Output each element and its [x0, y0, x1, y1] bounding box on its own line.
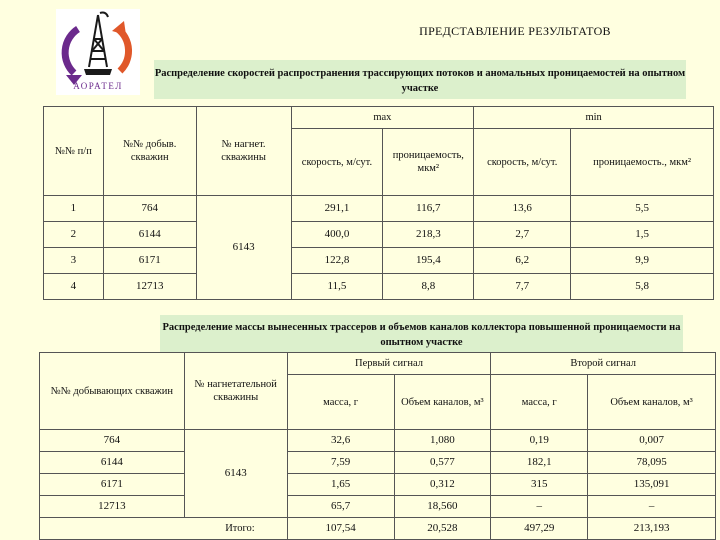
table-row — [44, 222, 714, 248]
vol1: 1,080 — [394, 430, 491, 452]
prod-well: 6171 — [40, 474, 185, 496]
mass1: 65,7 — [287, 496, 394, 518]
mass2: 0,19 — [491, 430, 588, 452]
table-row — [40, 430, 716, 452]
section2-heading: Распределение массы вынесенных трассеров и объемов каналов коллектора повышенной проницаемости на опытном участке — [160, 315, 683, 354]
col-header-vol2: Объем каналов, м³ — [588, 375, 716, 430]
inj-well: 6143 — [184, 430, 287, 518]
speed-max: 122,8 — [291, 248, 383, 274]
col-header-prod-wells: №№ добывающих скважин — [40, 353, 185, 430]
row-number: 2 — [44, 222, 104, 248]
perm-max: 116,7 — [383, 196, 474, 222]
company-logo — [56, 9, 140, 95]
mass1: 7,59 — [287, 452, 394, 474]
prod-well: 12713 — [40, 496, 185, 518]
vol2: 0,007 — [588, 430, 716, 452]
perm-max: 218,3 — [383, 222, 474, 248]
col-header-mass2: масса, г — [491, 375, 588, 430]
perm-max: 8,8 — [383, 274, 474, 300]
speed-permeability-table — [43, 106, 714, 300]
min-header: min — [474, 107, 714, 129]
col-header-speed-max: скорость, м/сут. — [291, 129, 383, 196]
total-vol2: 213,193 — [588, 518, 716, 540]
vol2: 135,091 — [588, 474, 716, 496]
perm-max: 195,4 — [383, 248, 474, 274]
inj-well: 6143 — [196, 196, 291, 300]
total-vol1: 20,528 — [394, 518, 491, 540]
perm-min: 1,5 — [571, 222, 714, 248]
tracer-mass-table — [39, 352, 716, 540]
table-row — [44, 274, 714, 300]
mass2: – — [491, 496, 588, 518]
col-header-prod-well: №№ добыв. скважин — [103, 107, 196, 196]
prod-well: 6144 — [103, 222, 196, 248]
table-row — [40, 452, 716, 474]
col-header-inj-well: № нагнетательной скважины — [184, 353, 287, 430]
mass1: 32,6 — [287, 430, 394, 452]
perm-min: 5,5 — [571, 196, 714, 222]
prod-well: 764 — [40, 430, 185, 452]
table-row — [40, 474, 716, 496]
col-header-inj-well: № нагнет. скважины — [196, 107, 291, 196]
prod-well: 6144 — [40, 452, 185, 474]
max-header: max — [291, 107, 474, 129]
mass1: 1,65 — [287, 474, 394, 496]
row-number: 1 — [44, 196, 104, 222]
first-signal-header: Первый сигнал — [287, 353, 491, 375]
col-header-perm-max: проницаемость, мкм² — [383, 129, 474, 196]
vol1: 0,312 — [394, 474, 491, 496]
speed-max: 400,0 — [291, 222, 383, 248]
speed-max: 291,1 — [291, 196, 383, 222]
page-title: ПРЕДСТАВЛЕНИЕ РЕЗУЛЬТАТОВ — [419, 24, 611, 38]
logo-text: АОРАТЕЛ — [73, 81, 123, 91]
speed-min: 2,7 — [474, 222, 571, 248]
perm-min: 5,8 — [571, 274, 714, 300]
mass2: 182,1 — [491, 452, 588, 474]
speed-min: 13,6 — [474, 196, 571, 222]
prod-well: 764 — [103, 196, 196, 222]
speed-min: 6,2 — [474, 248, 571, 274]
row-number: 3 — [44, 248, 104, 274]
total-mass1: 107,54 — [287, 518, 394, 540]
total-label: Итого: — [40, 518, 288, 540]
total-mass2: 497,29 — [491, 518, 588, 540]
col-header-perm-min: проницаемость., мкм² — [571, 129, 714, 196]
col-header-mass1: масса, г — [287, 375, 394, 430]
prod-well: 12713 — [103, 274, 196, 300]
mass2: 315 — [491, 474, 588, 496]
prod-well: 6171 — [103, 248, 196, 274]
speed-max: 11,5 — [291, 274, 383, 300]
col-header-speed-min: скорость, м/сут. — [474, 129, 571, 196]
section1-heading: Распределение скоростей распространения трассирующих потоков и аномальных проницаемостей на опытном участке — [154, 60, 686, 99]
vol1: 0,577 — [394, 452, 491, 474]
table-row — [44, 248, 714, 274]
table-row — [40, 496, 716, 518]
total-row — [40, 518, 716, 540]
table-row — [44, 196, 714, 222]
vol2: 78,095 — [588, 452, 716, 474]
vol2: – — [588, 496, 716, 518]
vol1: 18,560 — [394, 496, 491, 518]
col-header-pp: №№ п/п — [44, 107, 104, 196]
col-header-vol1: Объем каналов, м³ — [394, 375, 491, 430]
second-signal-header: Второй сигнал — [491, 353, 716, 375]
perm-min: 9,9 — [571, 248, 714, 274]
row-number: 4 — [44, 274, 104, 300]
speed-min: 7,7 — [474, 274, 571, 300]
